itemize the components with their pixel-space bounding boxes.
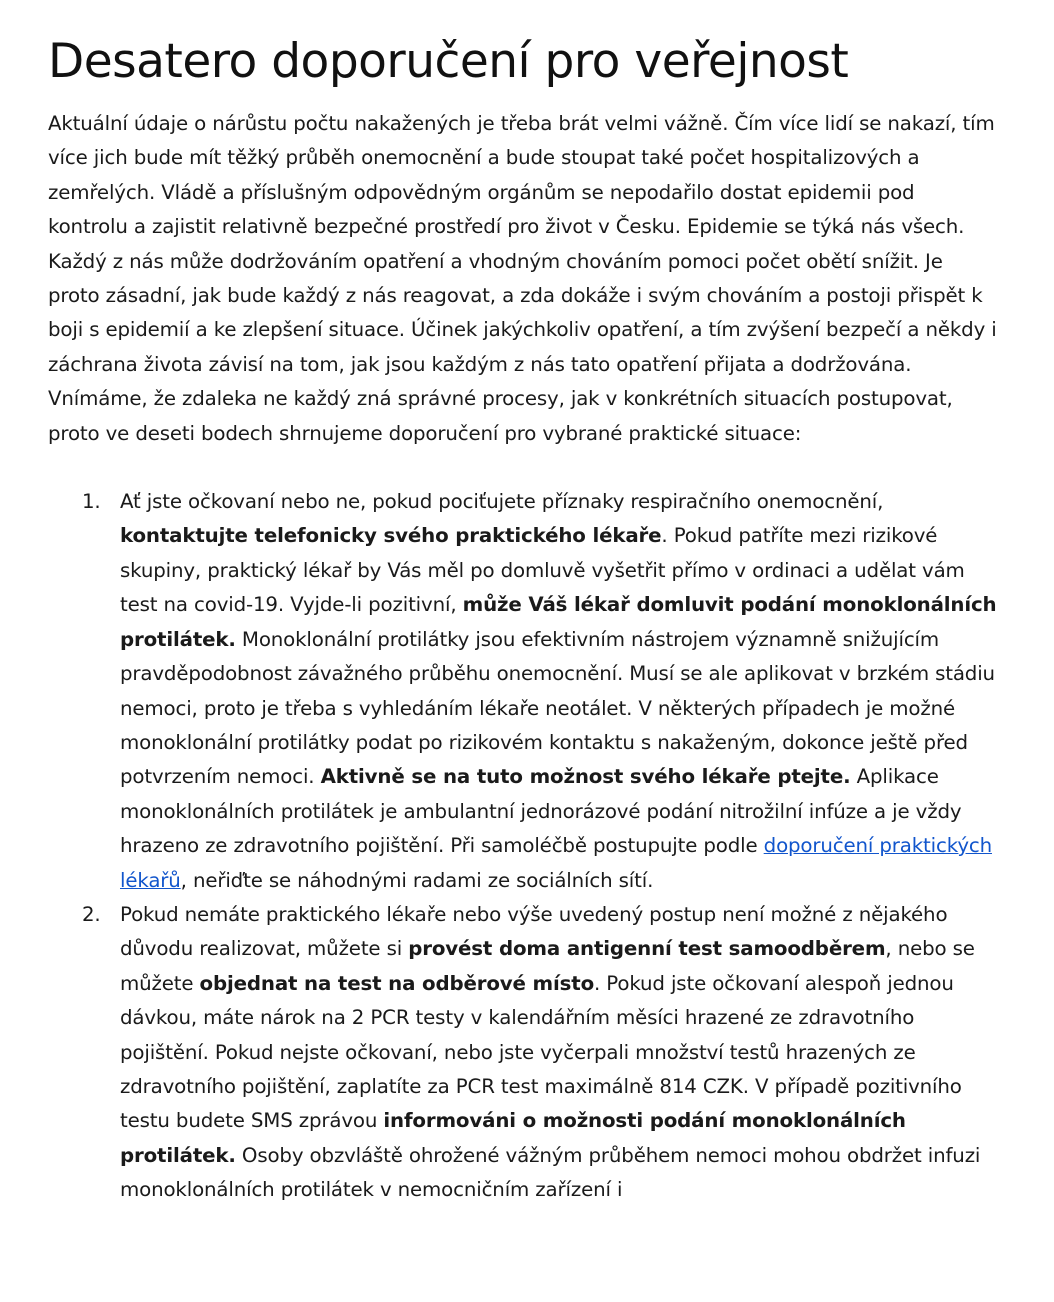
item-bold-text: informováni o možnosti podání monoklonálních protilátek. [120,1109,906,1167]
item-text: Osoby obzvláště ohrožené vážným průběhem nemoci mohou obdržet infuzi monoklonálních protilátek v nemocničním zařízení i [120,1143,981,1202]
gp-recommendations-link[interactable]: doporučení praktických lékařů [120,834,992,892]
item-bold-text: může Váš lékař domluvit podání monoklonálních protilátek. [120,593,997,651]
recommendations-list [48,485,998,1208]
page-title: Desatero doporučení pro veřejnost [48,34,849,89]
item-text: Pokud nemáte praktického lékaře nebo výše uvedený postup není možné z nějakého důvodu realizovat, můžete si [120,902,948,961]
list-item [48,898,998,1208]
item-text: , nebo se můžete [120,937,975,995]
list-item-number: 1. [82,490,101,514]
list-item [48,485,998,898]
intro-paragraph: Aktuální údaje o nárůstu počtu nakažených je třeba brát velmi vážně. Čím více lidí se nakazí, tím více jich bude mít těžký průběh onemocnění a bude stoupat také počet hospitalizových a zemřelých. Vládě a příslušným odpovědným orgánům se nepodařilo dostat epidemii pod kontrolu a zajistit relativně bezpečné prostředí pro život v Česku. Epidemie se týká nás všech. Každý z nás může dodržováním opatření a vhodným chováním pomoci počet obětí snížit. Je proto zásadní, jak bude každý z nás reagovat, a zda dokáže i svým chováním a postoji přispět k boji s epidemií a ke zlepšení situace. Účinek jakýchkoliv opatření, a tím zvýšení bezpečí a někdy i záchrana života závisí na tom, jak jsou každým z nás tato opatření přijata a dodržována. Vnímáme, že zdaleka ne každý zná správné procesy, jak v konkrétních situacích postupovat, proto ve deseti bodech shrnujeme doporučení pro vybrané praktické situace: [48,112,997,445]
list-item-number: 2. [82,902,101,926]
item-text: Monoklonální protilátky jsou efektivním nástrojem významně snižujícím pravděpodobnost závažného průběhu onemocnění. Musí se ale aplikovat v brzkém stádiu nemoci, proto je třeba s vyhledáním lékaře neotálet. V některých případech je možné monoklonální protilátky podat po rizikovém kontaktu s nakaženým, dokonce ještě před potvrzením nemoci. [120,627,995,789]
item-bold-text: Aktivně se na tuto možnost svého lékaře ptejte. [320,765,851,789]
item-text: , neřiďte se náhodnými radami ze sociálních sítí. [180,868,654,892]
item-bold-text: objednat na test na odběrové místo [199,971,595,995]
item-bold-text: kontaktujte telefonicky svého praktického lékaře [120,524,662,548]
item-text: Ať jste očkovaní nebo ne, pokud pociťujete příznaky respiračního onemocnění, [120,490,884,514]
item-text: . Pokud patříte mezi rizikové skupiny, praktický lékař by Vás měl po domluvě vyšetřit přímo v ordinaci a udělat vám test na covid-19. Vyjde-li pozitivní, [120,524,965,617]
item-text: Aplikace monoklonálních protilátek je ambulantní jednorázové podání nitrožilní infúze a je vždy hrazeno ze zdravotního pojištění. Při samoléčbě postupujte podle [120,765,962,858]
item-bold-text: provést doma antigenní test samoodběrem [408,937,886,961]
item-text: . Pokud jste očkovaní alespoň jednou dávkou, máte nárok na 2 PCR testy v kalendářním měsíci hrazené ze zdravotního pojištění. Pokud nejste očkovaní, nebo jste vyčerpali množství testů hrazených ze zdravotního pojištění, zaplatíte za PCR test maximálně 814 CZK. V případě pozitivního testu budete SMS zprávou [120,971,962,1133]
